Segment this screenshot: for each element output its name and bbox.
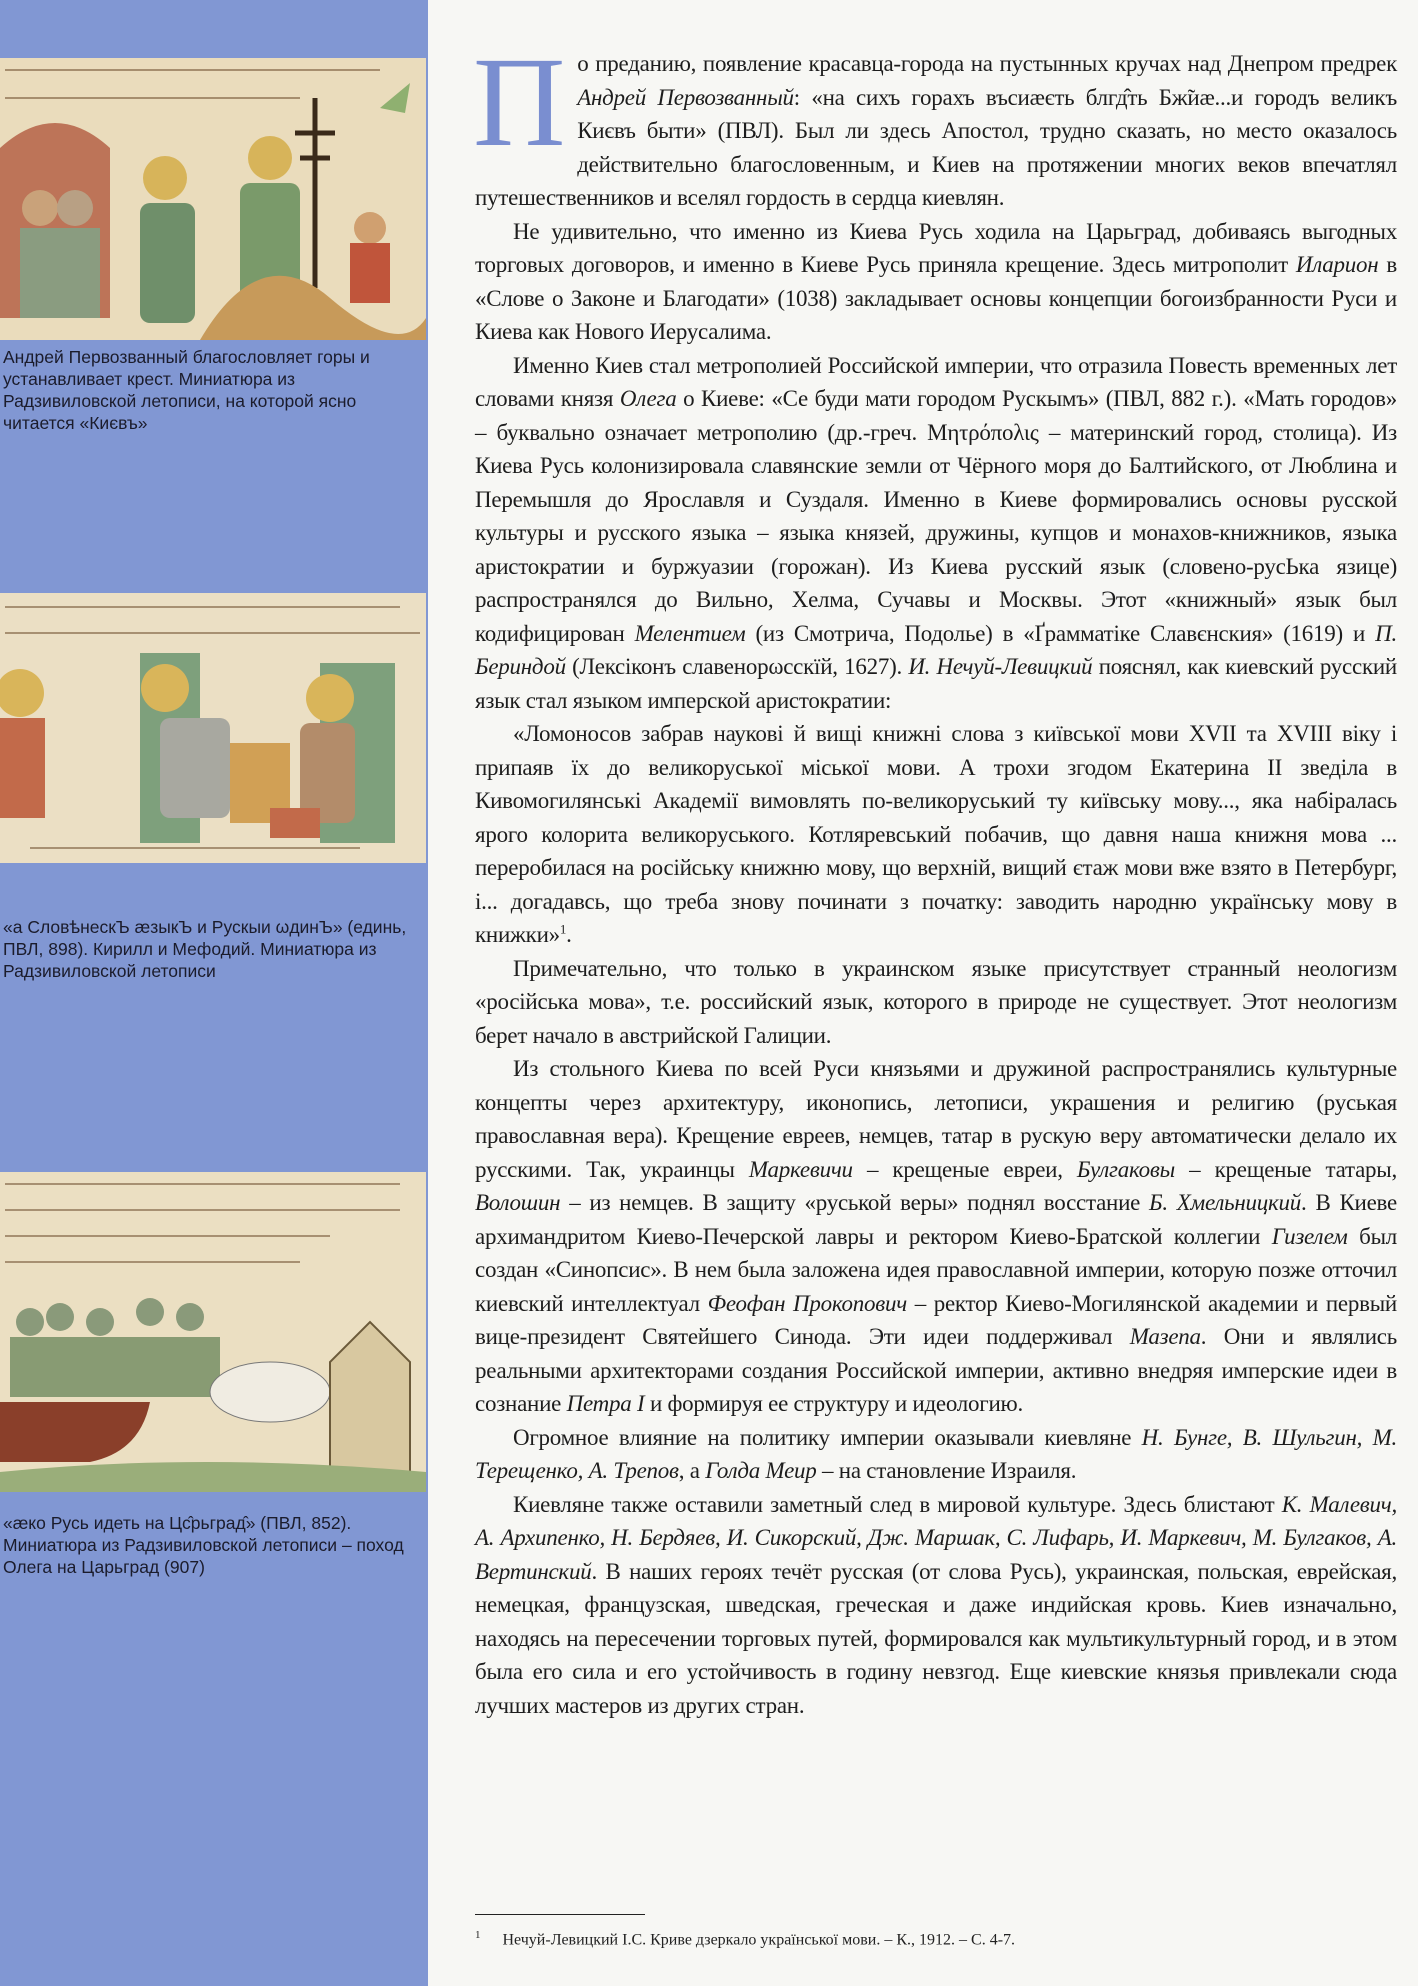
paragraph (475, 1052, 1397, 1421)
footnote (475, 1929, 1015, 1949)
text-run: . В Киеве архимандритом Киево-Печерской лавры и ректором Киево-Братской коллегии (475, 1190, 1397, 1249)
footnote-divider (475, 1914, 645, 1915)
text-run: пояснял, как киевский русский язык стал языком имперской аристократии: (475, 654, 1397, 713)
italic-name: Б. Хмельницкий (1149, 1190, 1302, 1215)
paragraph (475, 349, 1397, 718)
text-run: . В наших героях течёт русская (от слова Русь), украинская, польская, еврейская, немецкая, французская, шведская, греческая и даже индийская кровь. Киев изначально, находясь на пересечении торговых путей, формировался как мультикультурный город, и в этом была его сила и его устойчивость в годину невзгод. Еще киевские князья привлекали сюда лучших мастеров из других стран. (475, 1558, 1397, 1718)
text-run: Из стольного Киева по всей Руси князьями и дружиной распространялись культурные концепты через архитектуру, иконопись, летописи, украшения и религию (руськая православная вера). Крещение евреев, немцев, татар в рускую веру автоматически делало их русскими. Так, украинцы (475, 1056, 1397, 1182)
text-run: Киевляне также оставили заметный след в мировой культуре. Здесь блистают (513, 1491, 1282, 1517)
text-run: : «на сихъ горахъ въсиæєть блгд̂ть Бж̃иæ...и городъ великъ Києвъ быти» (ПВЛ). Был ли здесь Апостол, трудно сказать, но место оказалось действительно благословенным, и Киев на протяжении многих веков впечатлял путешественников и вселял гордость в сердца киевлян. (475, 84, 1397, 210)
text-run: – из немцев. В защиту «руськой веры» поднял восстание (560, 1190, 1150, 1215)
footnote-mark: 1 (475, 1929, 481, 1941)
text-run: . Они и являлись реальными архитекторами создания Российской империи, активно внедряя имперские идеи в сознание (475, 1324, 1397, 1416)
miniature-oleg-campaign (0, 1172, 426, 1492)
text-run: в «Слове о Законе и Благодати» (1038) закладывает основы концепции богоизбранности Руси и Киева как Нового Иерусалима. (475, 252, 1397, 344)
text-run: Именно Киев стал метрополией Российской империи, что отразила Повесть временных лет словами князя (475, 352, 1397, 411)
caption-cyril-methodius: «а СловѣнескЪ æзыкЪ и Рускыи ωдинЪ» (единь, ПВЛ, 898). Кирилл и Мефодий. Миниатюра из Радзивиловской летописи (3, 917, 407, 981)
italic-name: Петра I (566, 1391, 645, 1416)
text-run: был создан «Синопсис». В нем была заложена идея православной империи, которую позже отточил киевский интеллектуал (475, 1223, 1397, 1316)
text-run: и формируя ее структуру и идеологию. (644, 1391, 1023, 1416)
text-run: . (566, 922, 572, 947)
article-body (473, 31, 1398, 1722)
text-run: «Ломоносов забрав наукові й вищі книжні слова з київської мови XVII та XVIII віку і припаяв їх до великоруської міської мови. А трохи згодом Екатерина II зведіла в Кивомогилянськi Академії вимовлять по-великоруський ту київську мову..., яка набіралась ярого колорита великоруського. Котляревський побачив, що давня наша книжня мова ... переробилася на російську книжню мову, що верхній, вищий єтаж мови вже взято в Петербург, і... догадавсь, що треба знову починати з початку: заводить народню українську мову в книжки» (475, 721, 1397, 947)
text-run: (Лексіконъ славенорωсскїй, 1627). (565, 654, 909, 679)
paragraph (475, 1488, 1397, 1723)
quote-paragraph (475, 717, 1397, 952)
paragraph (475, 215, 1397, 349)
caption-oleg-campaign: «æко Русь идеть на Цс̂рьград̂» (ПВЛ, 852). Миниатюра из Радзивиловской летописи – поход Олега на Царьград (907) (3, 1513, 404, 1577)
miniature-cyril-methodius (0, 593, 426, 863)
italic-name: Голда Меир (705, 1458, 817, 1483)
italic-name: Иларион (1295, 252, 1379, 277)
caption-andrew-blessing: Андрей Первозванный благословляет горы и устанавливает крест. Миниатюра из Радзивиловской летописи, на которой ясно читается «Києвъ» (3, 347, 370, 433)
text-run: Примечательно, что только в украинском языке присутствует странный неологизм «російська мова», т.е. российский язык, которого в природе не существует. Этот неологизм берет начало в австрийской Галиции. (475, 955, 1397, 1048)
italic-name: Гизелем (1271, 1223, 1348, 1249)
text-run: – ректор Киево-Могилянской академии и первый вице-президент Святейшего Синода. Эти идеи поддерживал (475, 1290, 1397, 1349)
text-run: – крещеные евреи, (852, 1156, 1077, 1182)
italic-name: Н. Бунге, В. Шульгин, М. Терещенко, А. Трепов (475, 1424, 1397, 1483)
italic-name: И. Нечуй-Левицкий (908, 654, 1093, 679)
italic-name: Феофан Прокопович (707, 1290, 907, 1316)
italic-name: Булгаковы (1076, 1156, 1175, 1182)
italic-name: Андрей Первозванный (577, 84, 794, 110)
paragraph (475, 952, 1397, 1053)
paragraph (473, 31, 1397, 215)
text-run: – на становление Израиля. (816, 1458, 1077, 1483)
drop-cap: П (473, 31, 566, 173)
text-run: – крещеные татары, (1174, 1156, 1397, 1182)
text-run: о преданию, появление красавца-города на пустынных кручах над Днепром предрек (577, 51, 1397, 76)
footnote-reference: 1 (559, 921, 567, 937)
italic-name: Маркевичи (748, 1156, 853, 1182)
footnote-text: Нечуй-Левицкий І.С. Криве дзеркало української мови. – К., 1912. – С. 4-7. (502, 1931, 1016, 1949)
text-run: (из Смотрича, Подолье) в «Ґрамматіке Славєнския» (1619) и (745, 620, 1376, 646)
italic-name: П. Бериндой (475, 620, 1397, 679)
text-run: Не удивительно, что именно из Киева Русь ходила на Царьград, добиваясь выгодных торговых договоров, и именно в Киеве Русь приняла крещение. Здесь митрополит (475, 218, 1397, 277)
italic-name: Мазепа (1129, 1324, 1201, 1349)
italic-name: Олега (619, 386, 677, 411)
italic-name: К. Малевич, А. Архипенко, Н. Бердяев, И. Сикорский, Дж. Маршак, С. Лифарь, И. Маркевич, М. Булгаков, А. Вертинский (475, 1491, 1398, 1584)
text-run: о Киеве: «Се буди мати городом Рускымъ» (ПВЛ, 882 г.). «Мать городов» – буквально означает метрополию (др.-греч. Μητρόπολις – материнский город, столица). Из Киева Русь колонизировала славянские земли от Чёрного моря до Балтийского, от Люблина и Перемышля до Ярославля и Суздаля. Именно в Киеве формировались основы русской культуры и русского языка – языка князей, дружины, купцов и монахов-книжников, языка аристократии и буржуазии (горожан). Из Киева русский язык (словено-русЬка язице) распространялся до Вильно, Хелма, Сучавы и Москвы. Этот «книжный» язык был кодифицирован (475, 386, 1397, 646)
italic-name: Мелентием (634, 620, 746, 646)
text-run: Огромное влияние на политику империи оказывали киевляне (513, 1424, 1142, 1450)
miniature-andrew-blessing (0, 58, 426, 340)
italic-name: Волошин (475, 1190, 561, 1215)
text-run: , а (678, 1458, 706, 1483)
paragraph (475, 1421, 1397, 1488)
